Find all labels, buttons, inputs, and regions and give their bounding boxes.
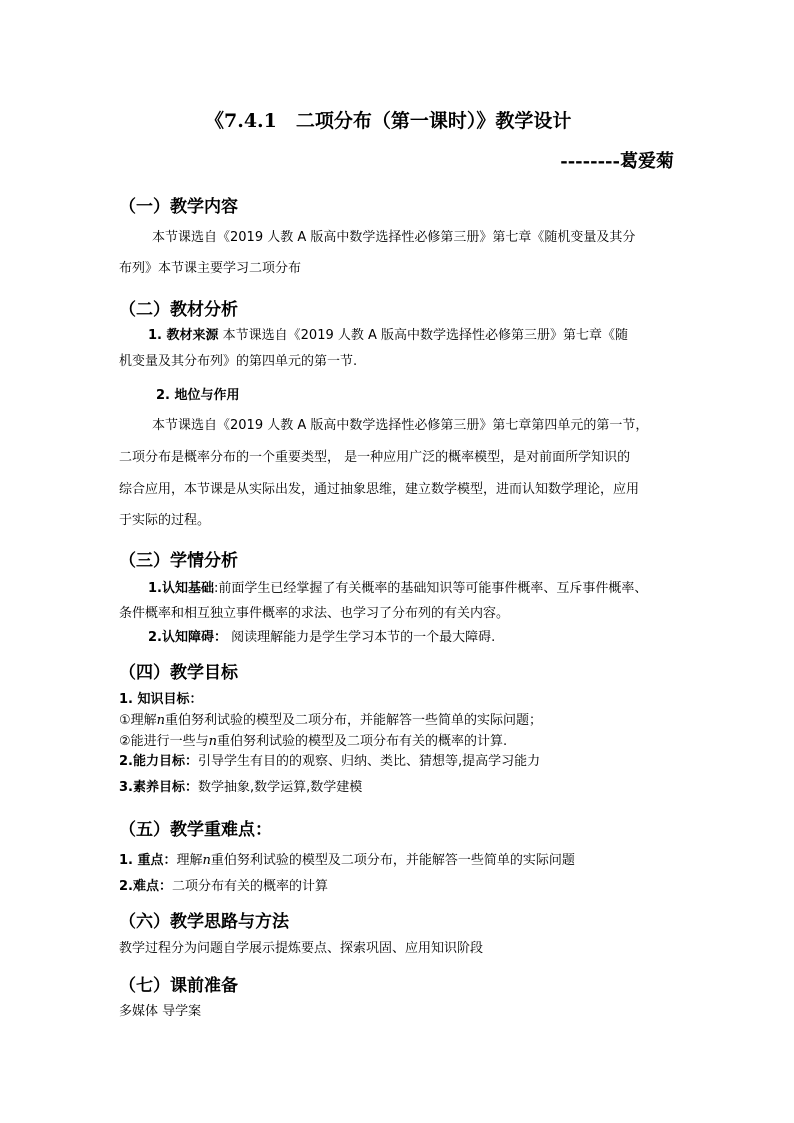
paragraph-line [119, 733, 507, 751]
item-label: 1. 知识目标： [119, 692, 203, 707]
text-fragment: ②能进行一些与 [119, 734, 209, 749]
paragraph-line [148, 629, 495, 647]
paragraph-line [148, 327, 628, 345]
text-fragment: 重伯努利试验的模型及二项分布有关的概率的计算. [217, 734, 508, 749]
paragraph-line: 机变量及其分布列》的第四单元的第一节. [119, 354, 358, 369]
item-label: 1. 重点： [119, 853, 177, 868]
paragraph-line [119, 878, 328, 896]
paragraph-line: 二项分布是概率分布的一个重要类型， 是一种应用广泛的概率模型，是对前面所学知识的 [119, 450, 631, 465]
paragraph-line [119, 753, 540, 771]
item-label: 3.素养目标： [119, 780, 198, 795]
item-text: 引导学生有目的的观察、归纳、类比、猜想等,提高学习能力 [197, 754, 541, 769]
text-fragment: 理解 [176, 853, 203, 868]
paragraph-line: 于实际的过程。 [119, 513, 211, 528]
item-label: 2.认知障碍： [148, 630, 227, 645]
math-variable: n [208, 734, 218, 749]
text-fragment: ①理解 [119, 713, 157, 728]
section-heading-key-points: （五）教学重难点： [119, 820, 272, 840]
item-text: 本节课选自《2019 人教 A 版高中数学选择性必修第三册》第七章《随 [222, 328, 629, 343]
item-text: 阅读理解能力是学生学习本节的一个最大障碍. [231, 630, 496, 645]
item-label: 1. 教材来源 [148, 328, 219, 343]
item-text: 二项分布有关的概率的计算 [171, 879, 328, 894]
item-label: 2.能力目标： [119, 754, 198, 769]
item-text: :前面学生已经掌握了有关概率的基础知识等可能事件概率、互斥事件概率、 [213, 581, 648, 596]
author-name: --------葛爱菊 [560, 151, 674, 172]
section-heading-teaching-method: （六）教学思路与方法 [119, 912, 289, 932]
item-label: 1.认知基础 [148, 581, 214, 596]
paragraph-line [119, 852, 575, 870]
paragraph-line [119, 779, 362, 797]
paragraph-line: 多媒体 导学案 [119, 1004, 202, 1019]
section-heading-teaching-goals: （四）教学目标 [119, 663, 238, 683]
paragraph-line [119, 712, 542, 730]
section-heading-teaching-content: （一）教学内容 [119, 197, 238, 217]
item-label: 2. 地位与作用 [156, 388, 240, 403]
section-heading-learner-analysis: （三）学情分析 [119, 551, 238, 571]
text-fragment: 重伯努利试验的模型及二项分布，并能解答一些简单的实际问题 [210, 853, 575, 868]
paragraph-line: 教学过程分为问题自学展示提炼要点、探索巩固、应用知识阶段 [119, 941, 484, 956]
paragraph-line: 本节课选自《2019 人教 A 版高中数学选择性必修第三册》第七章第四单元的第一节， [152, 418, 649, 433]
item-text: 数学抽象,数学运算,数学建模 [197, 780, 363, 795]
paragraph-line [148, 580, 647, 598]
document-title: 《7.4.1 二项分布（第一课时）》教学设计 [205, 110, 572, 132]
section-heading-preparation: （七）课前准备 [119, 976, 238, 996]
math-variable: n [156, 713, 166, 728]
paragraph-line: 本节课选自《2019 人教 A 版高中数学选择性必修第三册》第七章《随机变量及其分 [152, 230, 636, 245]
paragraph-line: 综合应用，本节课是从实际出发，通过抽象思维，建立数学模型，进而认知数学理论，应用 [119, 482, 640, 497]
paragraph-line: 布列》本节课主要学习二项分布 [119, 261, 302, 276]
item-label: 2.难点： [119, 879, 172, 894]
text-fragment: 重伯努利试验的模型及二项分布，并能解答一些简单的实际问题； [165, 713, 543, 728]
paragraph-line: 条件概率和相互独立事件概率的求法、也学习了分布列的有关内容。 [119, 606, 510, 621]
math-variable: n [202, 853, 211, 868]
section-heading-material-analysis: （二）教材分析 [119, 300, 238, 320]
